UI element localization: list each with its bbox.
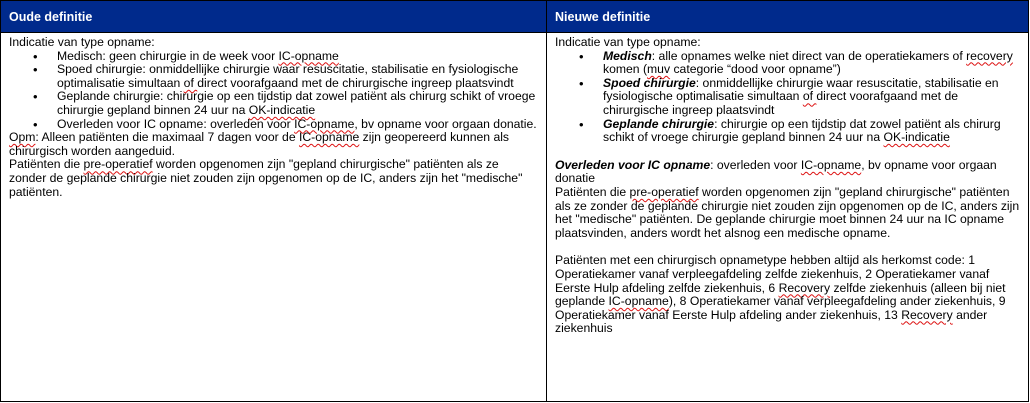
old-type-list — [9, 50, 538, 132]
new-overleden: Overleden voor IC opname: overleden voor IC-opname, bv opname voor orgaan donatie — [555, 157, 997, 186]
new-paragraph-2: Patiënten met een chirurgisch opnametype hebben altijd als herkomst code: 1 Operatiekamer vanaf verpleegafdeling zelfde ziekenhuis, 2 Operatiekamer vanaf Eerste Hulp afdeling zelfde ziekenhuis, 6 Recovery zelfde ziekenhuis (alleen bij niet geplande IC-opname), 8 Operatiekamer vanaf verpleegafdeling ander ziekenhuis, 9 Operatiekamer vanaf Eerste Hulp afdeling ander ziekenhuis, 13 Recovery ander ziekenhuis — [555, 253, 1006, 336]
new-type-list — [555, 50, 1020, 145]
old-definition-header: Oude definitie — [1, 1, 546, 33]
old-paragraph: Patiënten die pre-operatief worden opgenomen zijn "gepland chirurgische" patiënten als ze zonder de geplande chirurgie niet zouden zijn opgenomen op de IC, anders zijn het "medische" patiënten. — [9, 157, 523, 199]
old-definition-body — [1, 33, 546, 199]
new-definition-header: Nieuwe definitie — [547, 1, 1028, 33]
new-item-medisch: • Medisch: alle opnames welke niet direct van de operatiekamers of recovery komen (muv categorie “dood voor opname”) — [603, 50, 1020, 77]
new-intro: Indicatie van type opname: — [555, 35, 701, 49]
old-intro: Indicatie van type opname: — [9, 35, 155, 49]
old-item-overleden: • Overleden voor IC opname: overleden voor IC-opname, bv opname voor orgaan donatie. — [57, 118, 538, 132]
new-definition-body — [547, 33, 1028, 336]
old-item-spoed: • Spoed chirurgie: onmiddellijke chirurgie waar resuscitatie, stabilisatie en fysiologische optimalisatie simultaan of direct voorafgaand met de chirurgische ingreep plaatsvindt — [57, 63, 538, 90]
new-item-gepland: • Geplande chirurgie: chirurgie op een tijdstip dat zowel patiënt als chirurg schikt of vroege chirurgie gepland binnen 24 uur na OK-indicatie — [603, 118, 1020, 145]
new-definition-column — [547, 1, 1028, 401]
old-item-gepland: • Geplande chirurgie: chirurgie op een tijdstip dat zowel patiënt als chirurg schikt of vroege chirurgie gepland binnen 24 uur na OK-indicatie — [57, 90, 538, 117]
new-paragraph-1: Patiënten die pre-operatief worden opgenomen zijn "gepland chirurgische" patiënten als ze zonder de geplande chirurgie niet zouden zijn opgenomen op de IC, anders zijn het "medische" patiënten. De geplande chirurgie moet binnen 24 uur na IC opname plaatsvinden, anders wordt het alsnog een medische opname. — [555, 184, 1020, 240]
old-item-medisch: • Medisch: geen chirurgie in de week voor IC-opname — [57, 50, 538, 64]
old-definition-column — [1, 1, 547, 401]
old-note: Opm: Alleen patiënten die maximaal 7 dagen voor de IC-opname zijn geopereerd kunnen als chirurgisch worden aangeduid. — [9, 130, 510, 158]
new-item-spoed: • Spoed chirurgie: onmiddellijke chirurgie waar resuscitatie, stabilisatie en fysiologische optimalisatie simultaan of direct voorafgaand met de chirurgische ingreep plaatsvindt — [603, 77, 1020, 118]
